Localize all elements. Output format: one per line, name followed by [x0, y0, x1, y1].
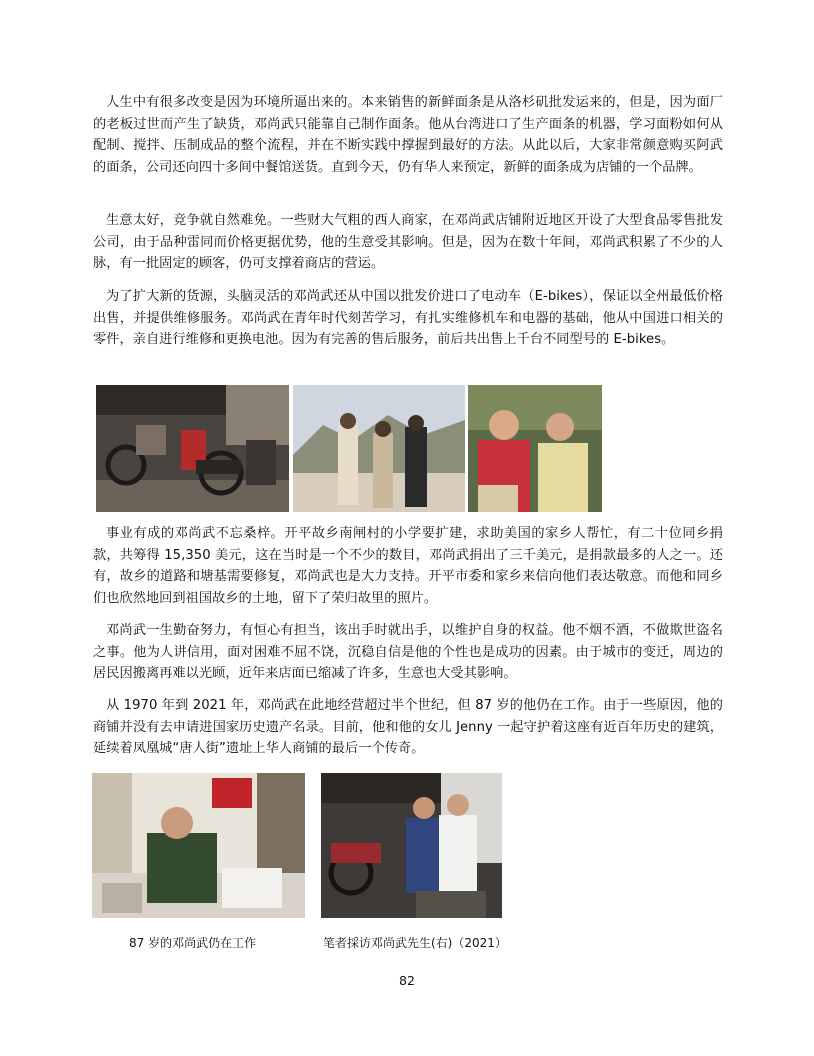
photo-mountain-visit — [293, 385, 465, 512]
paragraph-hometown: 事业有成的邓尚武不忘桑梓。开平故乡南闸村的小学要扩建，求助美国的家乡人帮忙，有二十位同乡捐款，共筹得 15,350 美元，这在当时是一个不少的数目，邓尚武捐出了三千美元，是捐款最多的人之一。还有，故乡的道路和塘基需要修复，邓尚武也是大力支持。开平市委和家乡来信向他们表达敬意。而他和同乡们也欣然地回到祖国故乡的土地，留下了荣归故里的照片。 — [93, 526, 723, 606]
caption-left: 87 岁的邓尚武仍在工作 — [129, 936, 257, 950]
photo-author-interview — [321, 773, 502, 918]
paragraph-competition: 生意太好，竞争就自然难免。一些财大气粗的西人商家，在邓尚武店铺附近地区开设了大型食品零售批发公司，由于品种雷同而价格更据优势，他的生意受其影响。但是，因为在数十年间，邓尚武积累了不少的人脉，有一批固定的顾客，仍可支撑着商店的营运。 — [93, 213, 723, 271]
paragraph-character: 邓尚武一生勤奋努力，有恒心有担当，该出手时就出手，以维护自身的权益。他不烟不酒，不做欺世盗名之事。他为人讲信用，面对困难不屈不饶，沉稳自信是他的个性也是成功的因素。由于城市的变迁，周边的居民因搬离再难以光顾，近年来店面已缩减了许多，生意也大受其影响。 — [93, 623, 723, 681]
caption-right: 笔者採访邓尚武先生(右)（2021） — [323, 936, 507, 950]
paragraph-ebikes: 为了扩大新的货源，头脑灵活的邓尚武还从中国以批发价进口了电动车（E-bikes），保证以全州最低价格出售，并提供维修服务。邓尚武在青年时代刻苦学习，有扎实维修机车和电器的基础，他从中国进口相关的零件，亲自进行维修和更换电池。因为有完善的售后服务，前后共出售上千台不同型号的 E-bikes。 — [93, 289, 723, 347]
photo-ebike-shop — [96, 385, 289, 512]
paragraph-legacy: 从 1970 年到 2021 年，邓尚武在此地经营超过半个世纪，但 87 岁的他仍在工作。由于一些原因，他的商铺并没有去申请进国家历史遗产名录。目前，他和他的女儿 Jenny 一起守护着这座有近百年历史的建筑，延续着凤凰城“唐人街”遗址上华人商铺的最后一个传奇。 — [93, 698, 723, 756]
photo-working-at-desk — [92, 773, 305, 918]
paragraph-noodles: 人生中有很多改变是因为环境所逼出来的。本来销售的新鲜面条是从洛杉矶批发运来的，但是，因为面厂的老板过世而产生了缺货，邓尚武只能靠自己制作面条。他从台湾进口了生产面条的机器，学习面粉如何从配制、搅拌、压制成品的整个流程，并在不断实践中撑握到最好的方法。从此以后，大家非常颜意购买阿武的面条，公司还向四十多间中餐馆送货。直到今天，仍有华人来预定，新鲜的面条成为店铺的一个品牌。 — [93, 95, 723, 175]
page-number: 82 — [399, 973, 415, 988]
photo-two-men — [468, 385, 602, 512]
